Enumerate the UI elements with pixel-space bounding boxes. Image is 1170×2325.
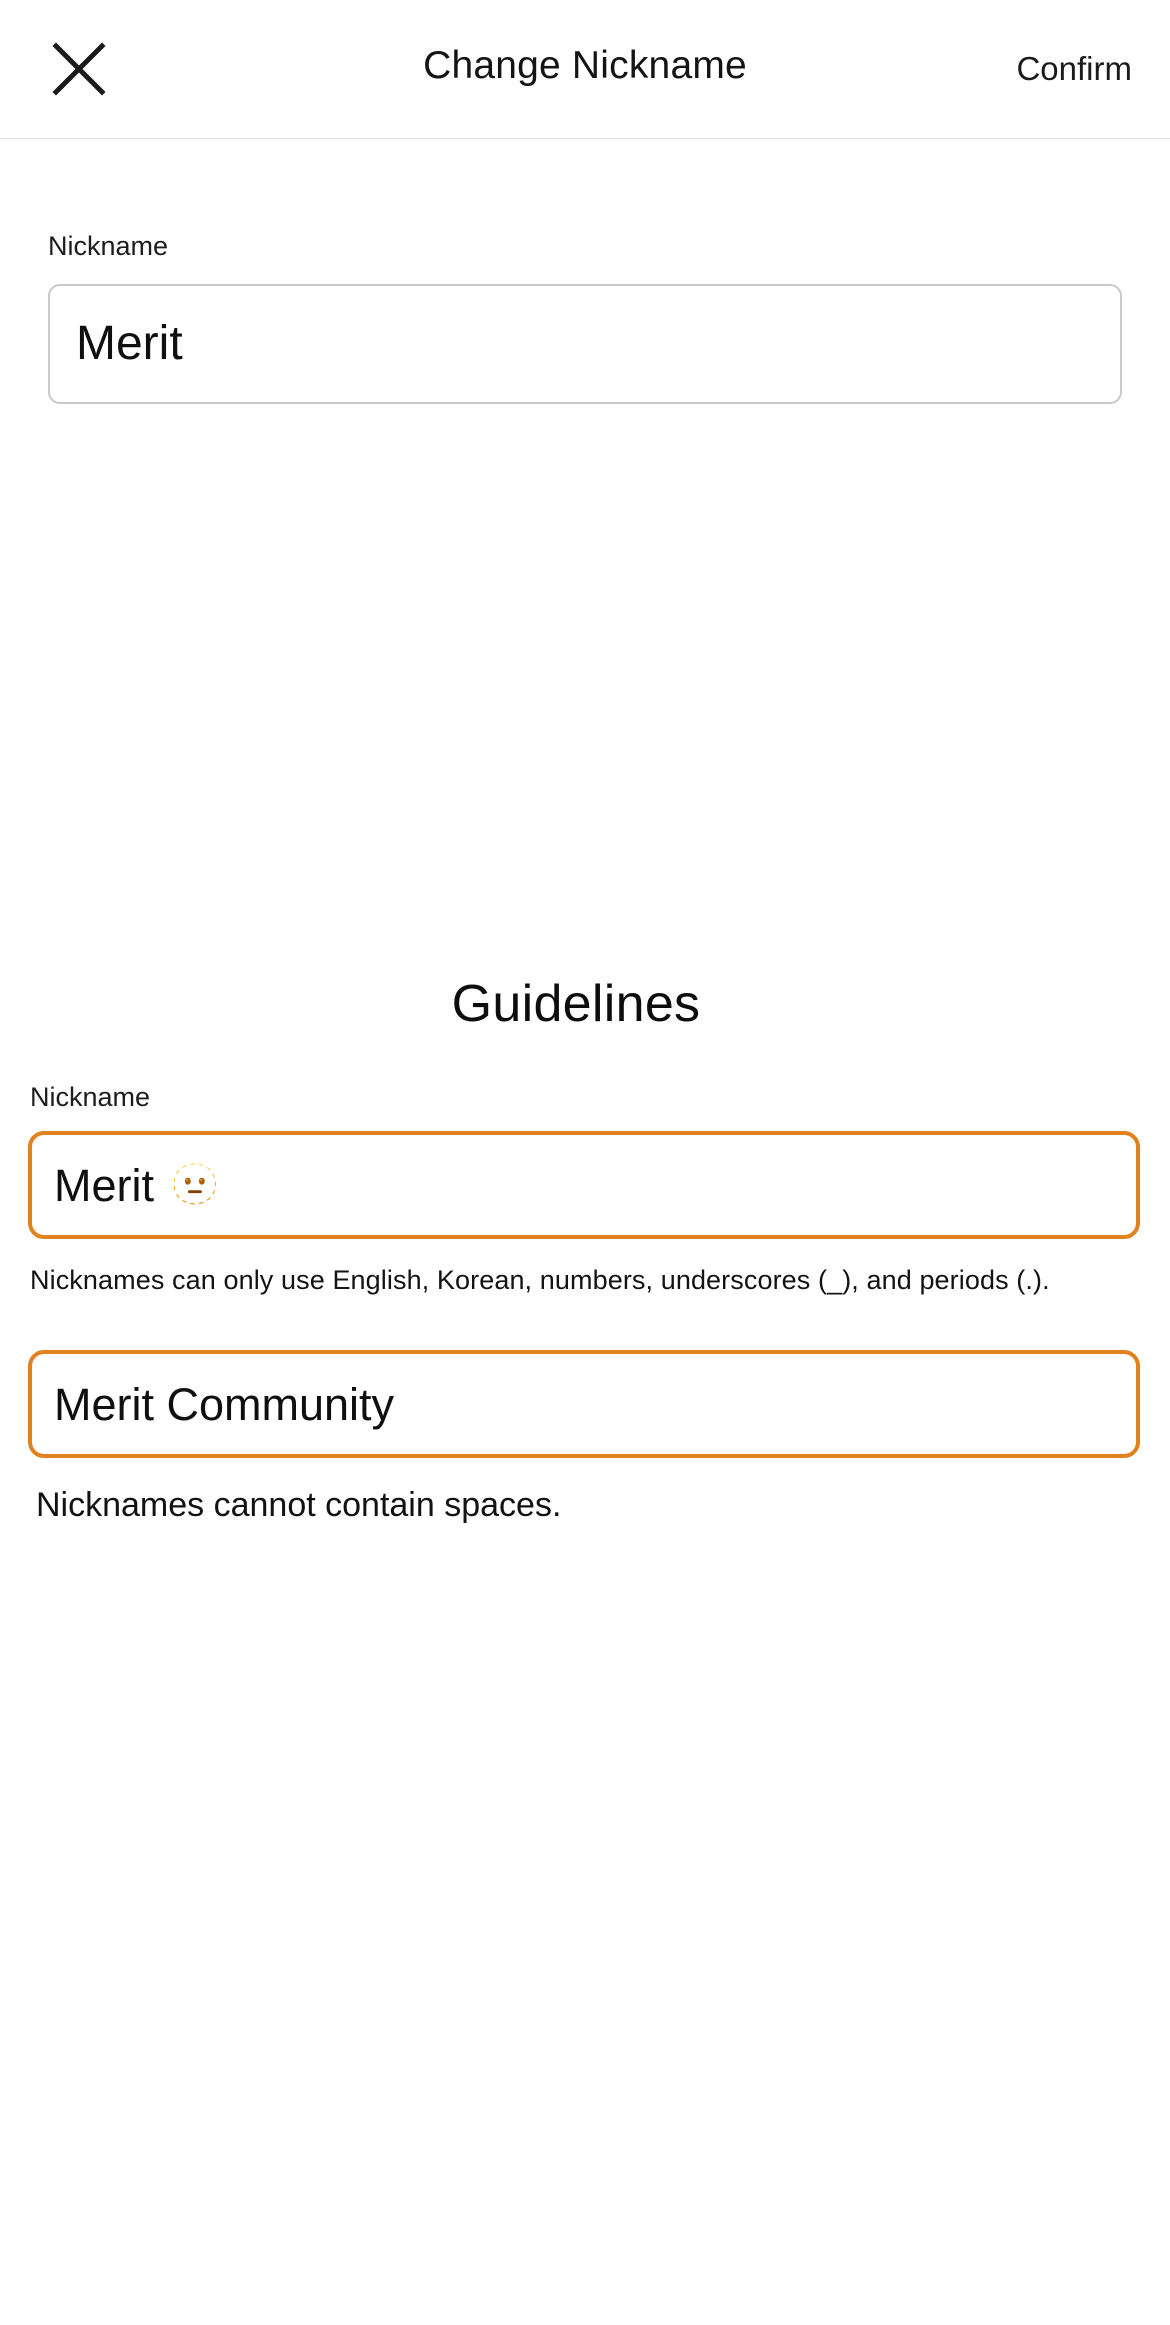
page-title: Change Nickname xyxy=(423,44,747,87)
guideline-2-note: Nicknames cannot contain spaces. xyxy=(36,1486,562,1524)
nickname-field-label: Nickname xyxy=(48,231,169,261)
guideline-2-example-input xyxy=(28,1350,1140,1458)
confirm-button[interactable]: Confirm xyxy=(1016,50,1132,87)
guidelines-title: Guidelines xyxy=(451,975,701,1033)
nickname-input-value: Merit xyxy=(76,317,183,370)
face-emoji-icon: 🫥 xyxy=(170,1163,220,1207)
guideline-item-2 xyxy=(0,1350,1170,1525)
guideline-1-example-input xyxy=(28,1131,1140,1239)
guideline-2-example-value: Merit Community xyxy=(54,1378,395,1430)
guideline-1-note: Nicknames can only use English, Korean, numbers, underscores (_), and periods (.). xyxy=(30,1265,1050,1295)
top-app-bar xyxy=(0,0,1170,139)
guideline-1-label: Nickname xyxy=(30,1082,151,1112)
nickname-form-section xyxy=(0,231,1170,404)
guideline-1-example-value: Merit xyxy=(54,1159,154,1211)
nickname-input[interactable] xyxy=(48,284,1122,404)
guideline-item-1 xyxy=(0,1082,1170,1296)
guidelines-section xyxy=(0,974,1170,1525)
